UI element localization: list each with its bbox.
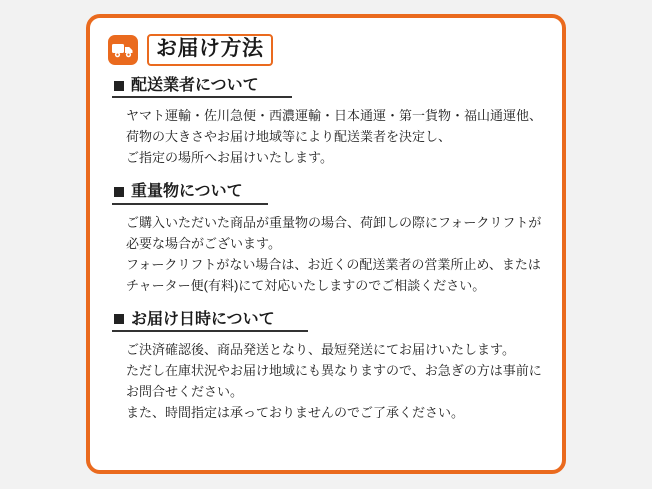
square-bullet-icon (114, 187, 124, 197)
card-header (108, 34, 546, 66)
section-header (112, 76, 292, 98)
body-line: 必要な場合がございます。 (126, 235, 281, 251)
section-title: 重量物について (131, 183, 243, 201)
section-delivery-datetime (112, 310, 546, 423)
section-delivery-carrier (112, 76, 546, 168)
body-line: ご指定の場所へお届けいたします。 (126, 150, 333, 166)
shipping-info-card (86, 14, 566, 474)
body-line: また、時間指定は承っておりませんのでご了承ください。 (126, 405, 465, 421)
card-inner (90, 18, 562, 447)
truck-icon (108, 35, 138, 65)
square-bullet-icon (114, 81, 124, 91)
section-body (126, 339, 546, 423)
body-line: ご決済確認後、商品発送となり、最短発送にてお届けいたします。 (126, 342, 515, 358)
section-body (126, 105, 546, 168)
section-heavy-items (112, 182, 546, 295)
body-line: ご購入いただいた商品が重量物の場合、荷卸しの際にフォークリフトが (126, 214, 542, 230)
body-line: 荷物の大きさやお届け地域等により配送業者を決定し、 (126, 129, 452, 145)
card-title: お届け方法 (156, 37, 264, 60)
section-header (112, 310, 308, 332)
body-line: ヤマト運輸・佐川急便・西濃運輸・日本通運・第一貨物・福山通運他、 (126, 108, 543, 124)
section-header (112, 182, 268, 204)
section-title: 配送業者について (131, 77, 259, 95)
section-body (126, 212, 546, 296)
body-line: お問合せください。 (126, 384, 244, 400)
body-line: ただし在庫状況やお届け地域にも異なりますので、お急ぎの方は事前に (126, 363, 542, 379)
body-line: チャーター便(有料)にて対応いたしますのでご相談ください。 (126, 277, 486, 293)
section-title: お届け日時について (131, 310, 275, 328)
square-bullet-icon (114, 314, 124, 324)
card-title-box (147, 34, 273, 66)
body-line: フォークリフトがない場合は、お近くの配送業者の営業所止め、または (126, 256, 541, 272)
